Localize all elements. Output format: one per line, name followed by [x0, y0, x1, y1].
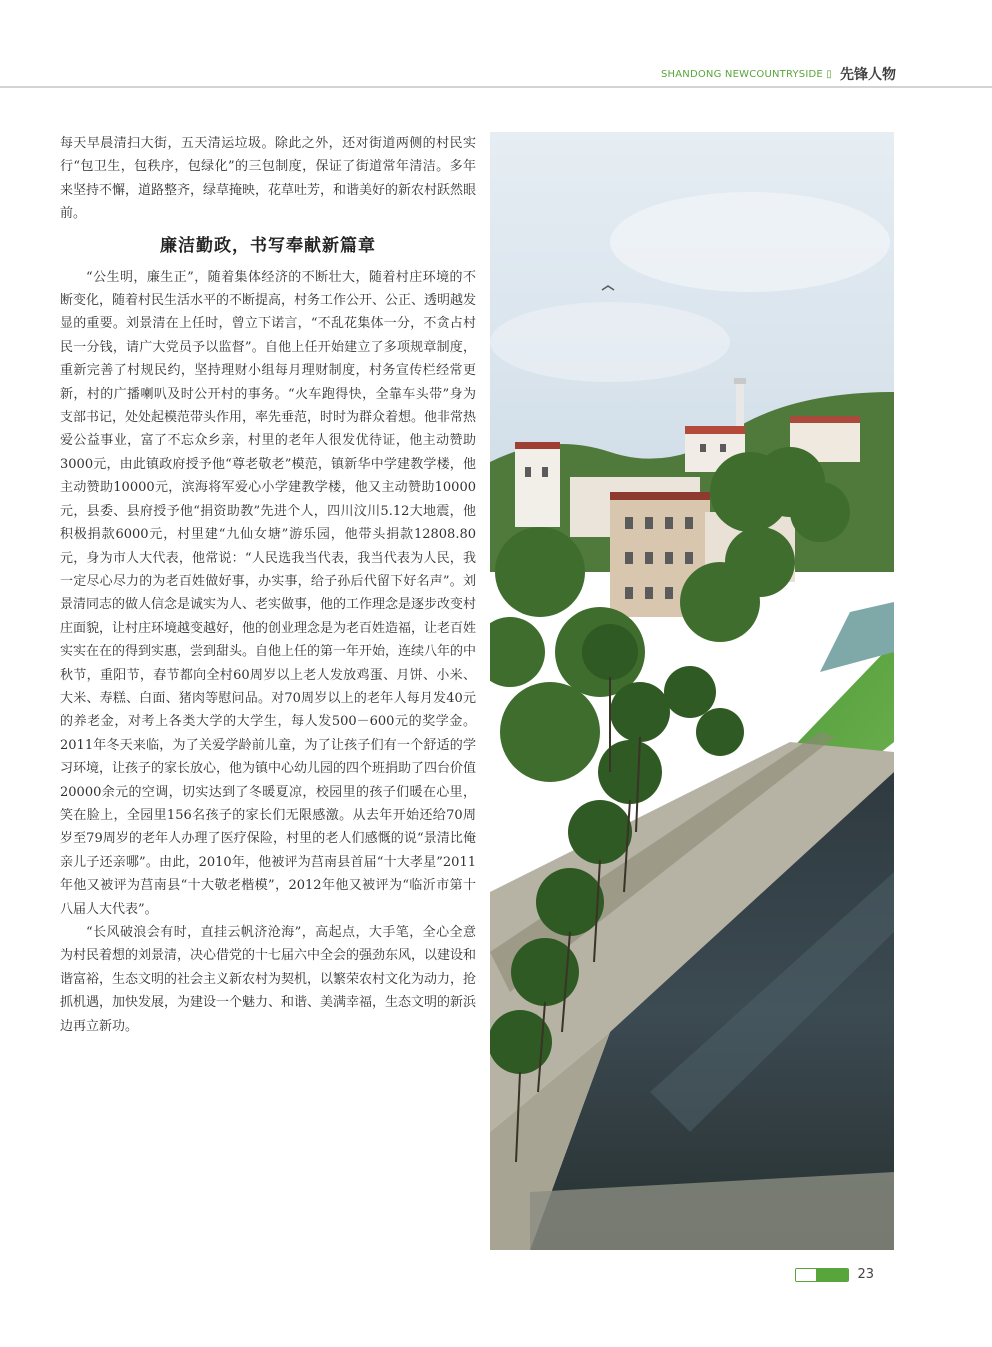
header-rule: [0, 86, 992, 88]
page-footer: [795, 1267, 874, 1282]
page-number: 23: [857, 1267, 874, 1282]
article-paragraph-main: “公生明，廉生正”，随着集体经济的不断壮大，随着村庄环境的不断变化，随着村民生活水平的不断提高，村务工作公开、公正、透明越发显的重要。刘景清在上任时，曾立下诺言，“不乱花集体一分，不贪占村民一分钱，请广大党员予以监督”。自他上任开始建立了多项规章制度，重新完善了村规民约，坚持理财小组每月理财制度，村务宣传栏经常更新，村的广播喇叭及时公开村的事务。“火车跑得快，全靠车头带”身为支部书记，处处起模范带头作用，率先垂范，时时为群众着想。他非常热爱公益事业，富了不忘众乡亲，村里的老年人很发优待证，他主动赞助3000元，由此镇政府授予他“尊老敬老”模范，镇新华中学建教学楼，他主动赞助10000元，滨海将军爱心小学建教学楼，他又主动赞助10000元，县委、县府授予他“捐资助教”先进个人，四川汶川5.12大地震，他积极捐款6000元，村里建“九仙女塘”游乐园，他带头捐款12808.80元，身为市人大代表，他常说：“人民选我当代表，我当代表为人民，我一定尽心尽力的为老百姓做好事，办实事，给子孙后代留下好名声”。刘景清同志的做人信念是诚实为人、老实做事，他的工作理念是逐步改变村庄面貌，让村庄环境越变越好，他的创业理念是为老百姓造福，让老百姓实实在在的得到实惠，尝到甜头。自他上任的第一年开始，连续八年的中秋节，重阳节，春节都向全村60周岁以上老人发放鸡蛋、月饼、小米、大米、寿糕、白面、猪肉等慰问品。对70周岁以上的老年人每月发40元的养老金，对考上各类大学的大学生，每人发500－600元的奖学金。2011年冬天来临，为了关爱学龄前儿童，为了让孩子们有一个舒适的学习环境，让孩子的家长放心，他为镇中心幼儿园的四个班捐助了四台价值20000余元的空调，切实达到了冬暖夏凉，校园里的孩子们暖在心里，笑在脸上，全园里156名孩子的家长们无限感激。从去年开始还给70周岁至79周岁的老年人办理了医疗保险，村里的老人们感慨的说“景清比俺亲儿子还亲哪”。由此，2010年，他被评为莒南县首届“十大孝星”2011年他又被评为莒南县“十大敬老楷模”，2012年他又被评为“临沂市第十八届人大代表”。: [60, 269, 477, 917]
magazine-logo-icon: [795, 1268, 849, 1282]
article-body: [60, 132, 476, 1038]
article-paragraph-intro: 每天早晨清扫大街，五天清运垃圾。除此之外，还对街道两侧的村民实行“包卫生，包秩序，包绿化”的三包制度，保证了街道常年清洁。多年来坚持不懈，道路整齐，绿草掩映，花草吐芳，和谐美好的新农村跃然眼前。: [60, 136, 477, 222]
article-paragraph-closing: “长风破浪会有时，直挂云帆济沧海”，高起点，大手笔，全心全意为村民着想的刘景清，决心借党的十七届六中全会的强劲东风，以建设和谐富裕，生态文明的社会主义新农村为契机，以繁荣农村文化为动力，抢抓机遇，加快发展，为建设一个魅力、和谐、美满幸福，生态文明的新浜边再立新功。: [60, 925, 477, 1034]
village-aerial-photo: [490, 132, 894, 1250]
section-heading: 廉洁勤政，书写奉献新篇章: [160, 235, 376, 256]
header-english-title: SHANDONG NEWCOUNTRYSIDE ▯: [660, 68, 832, 80]
running-header: [661, 64, 896, 84]
header-section-title: 先锋人物: [840, 67, 896, 83]
